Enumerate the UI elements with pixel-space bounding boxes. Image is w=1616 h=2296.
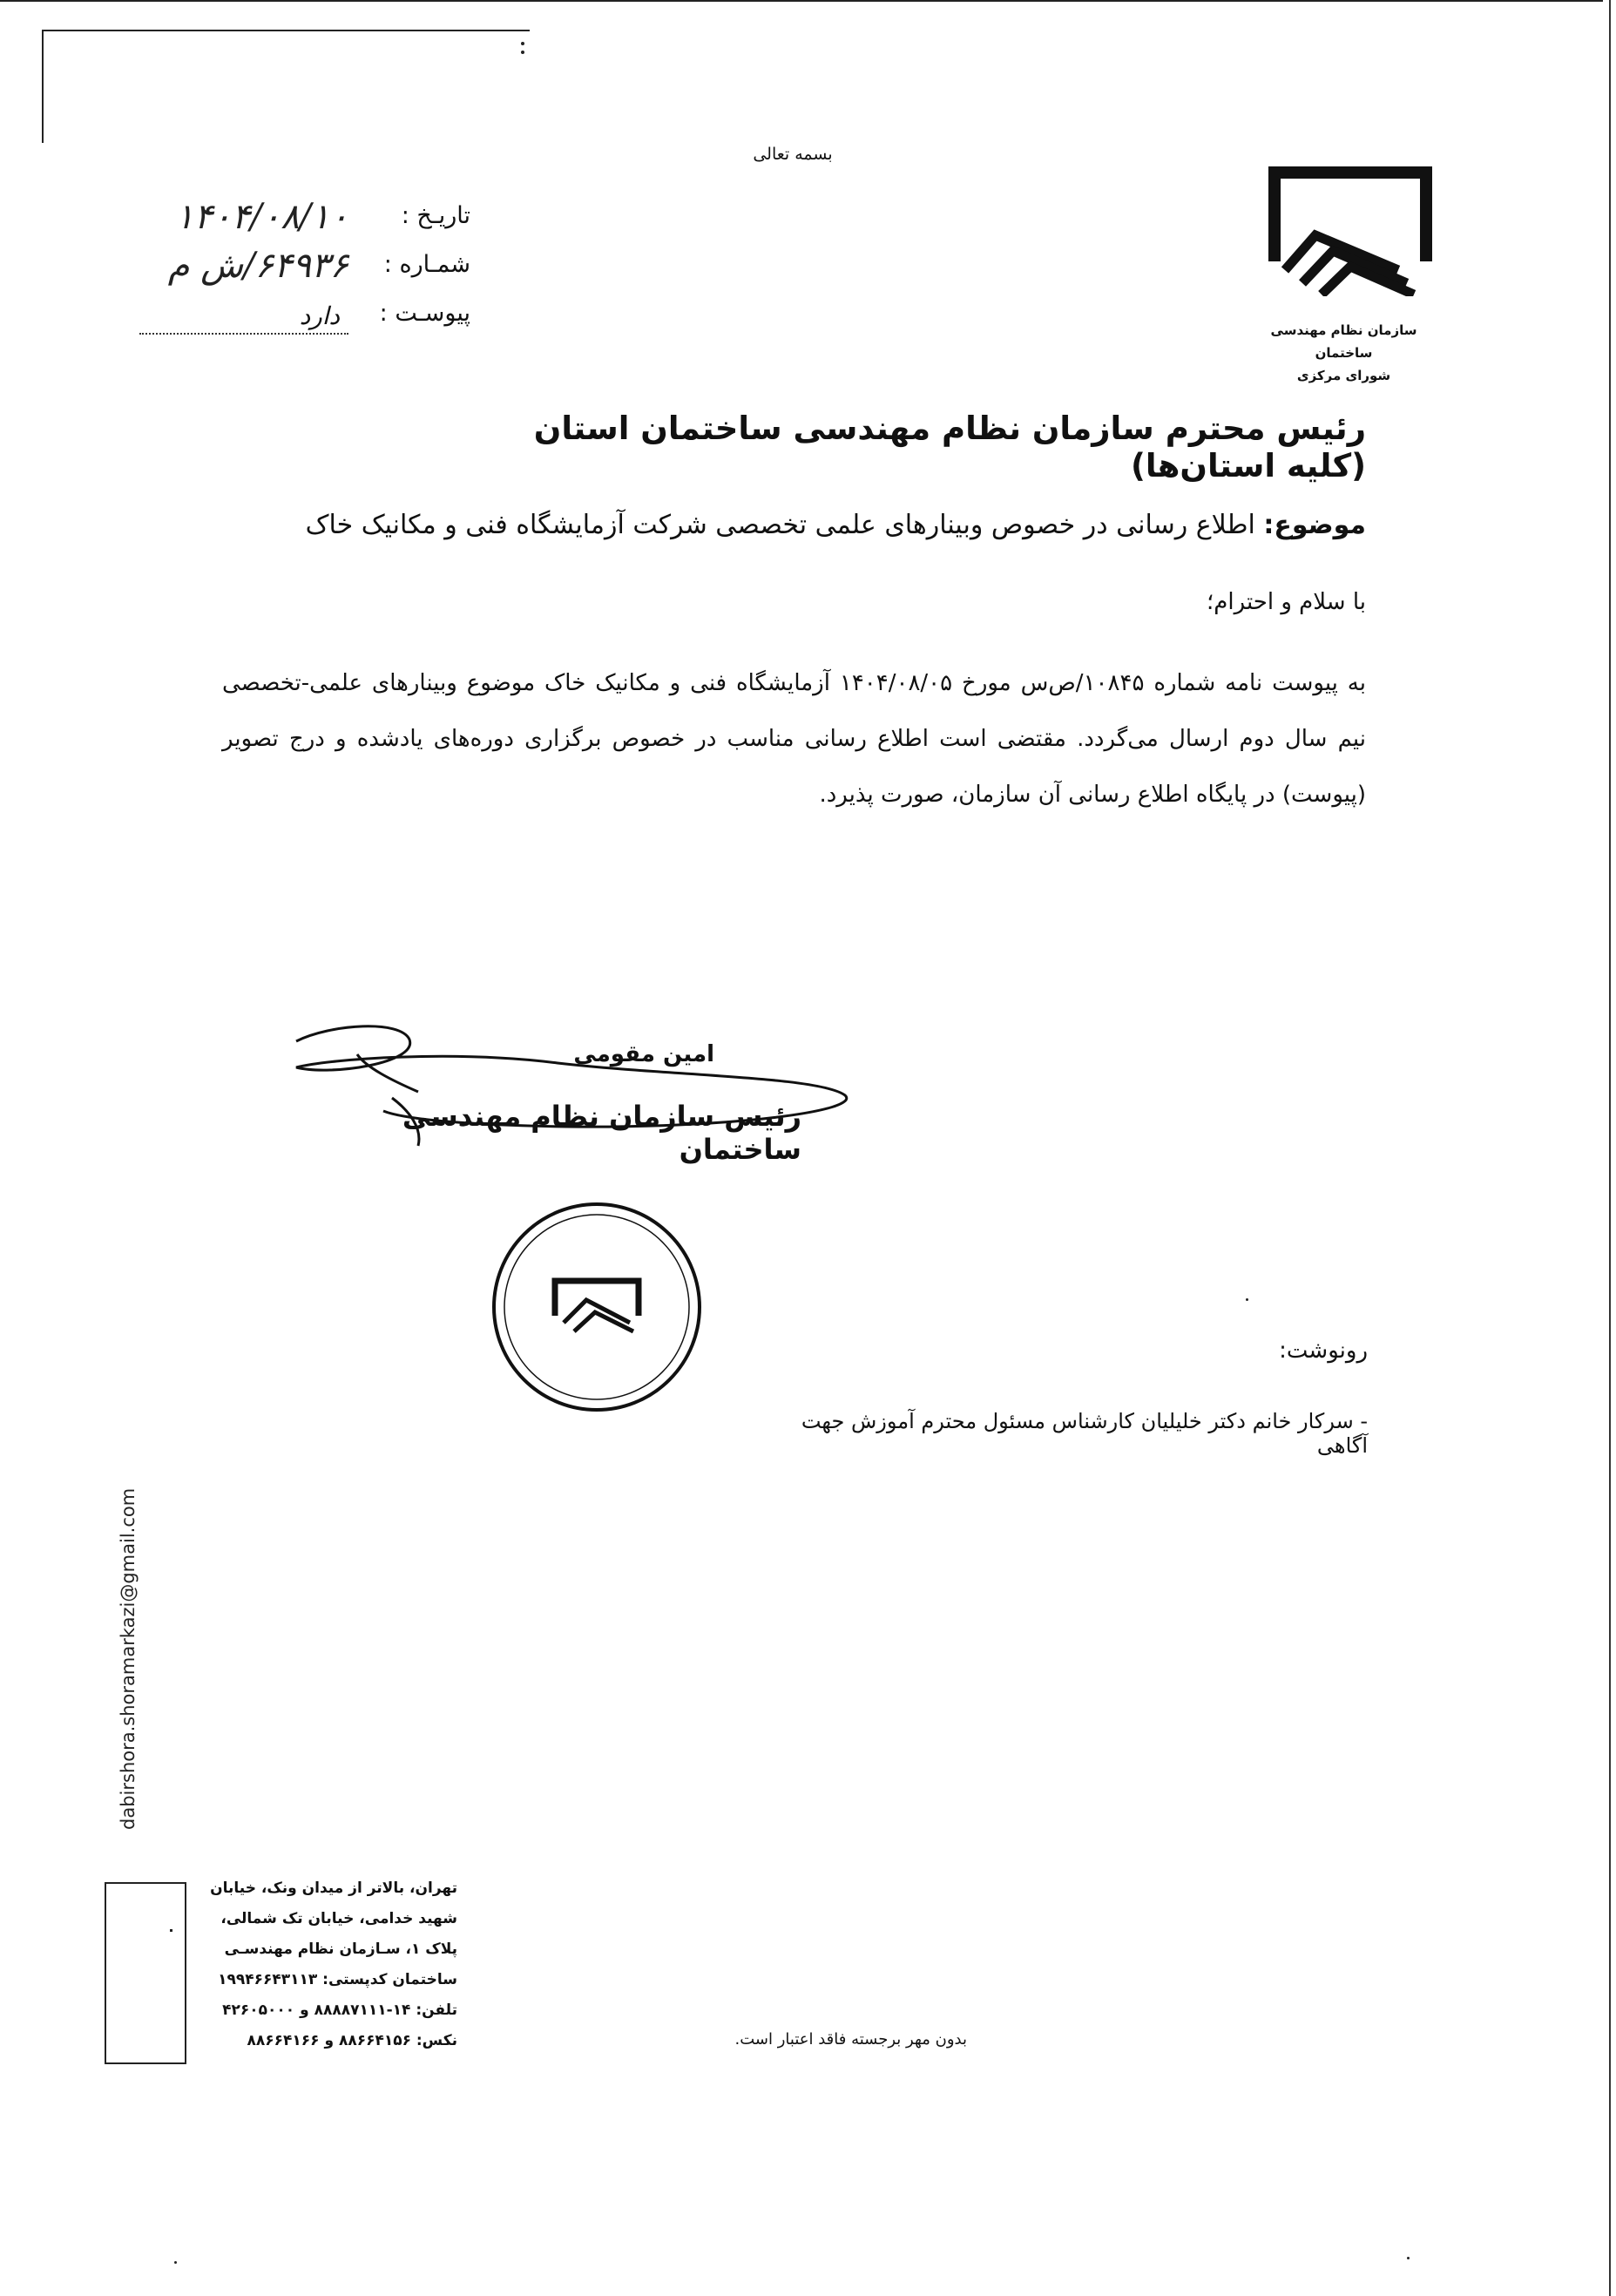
recipient-line: رئیس محترم سازمان نظام مهندسی ساختمان استان (کلیه استان‌ها) <box>533 410 1366 484</box>
date-label: تاریـخ : <box>401 202 470 229</box>
frame-top-line <box>0 0 1603 2</box>
number-row <box>87 246 470 298</box>
address-line: تهران، بالاتر از میدان ونک، خیابان <box>210 1879 457 1897</box>
attachment-value: دارد <box>299 301 340 330</box>
attachment-label: پیوسـت : <box>379 300 470 327</box>
logo-caption-line1: سازمان نظام مهندسی ساختمان <box>1270 322 1417 361</box>
address-line: شهید خدامی، خیابان تک شمالی، <box>220 1910 457 1927</box>
scan-speck <box>521 51 524 54</box>
signer-name: امین مقومی <box>573 1041 714 1067</box>
frame-left-line <box>42 30 44 143</box>
number-value: ۶۴۹۳۶/ش م <box>167 246 348 286</box>
cc-item: - سرکار خانم دکتر خلیلیان کارشناس مسئول محترم آموزش جهت آگاهی <box>801 1409 1368 1458</box>
email-vertical-text: dabirshora.shoramarkazi@gmail.com <box>118 1487 139 1830</box>
signer-title: رئیس سازمان نظام مهندسی ساختمان <box>402 1100 801 1166</box>
subject-label: موضوع: <box>1263 510 1366 540</box>
date-row <box>87 197 470 249</box>
scan-speck <box>1407 2257 1410 2259</box>
validity-note: بدون مهر برجسته فاقد اعتبار است. <box>734 2030 967 2049</box>
scan-speck <box>521 42 524 45</box>
frame-right-line <box>1609 0 1611 2296</box>
attachment-dotted-line <box>139 333 348 335</box>
logo-caption-line2: شورای مرکزی <box>1296 368 1391 383</box>
address-line: نکس: ۸۸۶۶۴۱۵۶ و ۸۸۶۶۴۱۶۶ <box>247 2032 457 2049</box>
address-line: تلفن: ۱۴-۸۸۸۸۷۱۱۱ و ۴۲۶۰۵۰۰۰ <box>222 2001 457 2019</box>
address-line: پلاک ۱، سـازمان نظام مهندسـی <box>224 1940 457 1958</box>
subject-line <box>261 510 1366 540</box>
organization-logo-icon <box>1268 166 1433 296</box>
address-box-mark <box>170 1929 172 1932</box>
attachment-row <box>87 300 470 347</box>
cc-label: رونوشت: <box>1279 1338 1368 1364</box>
footer-address <box>196 1873 457 2056</box>
number-label: شمـاره : <box>383 251 470 278</box>
letter-body: به پیوست نامه شماره ۱۰۸۴۵/ص‌س مورخ ۱۴۰۴/۰۸/۰۵ آزمایشگاه فنی و مکانیک خاک موضوع وبینارهای علمی-تخصصی نیم سال دوم ارسال می‌گردد. مقتضی است اطلاع رسانی مناسب در خصوص برگزاری دوره‌های یادشده و درج تصویر (پیوست) در پایگاه اطلاع رسانی آن سازمان، صورت پذیرد. <box>222 670 1366 808</box>
subject-text: اطلاع رسانی در خصوص وبینارهای علمی تخصصی شرکت آزمایشگاه فنی و مکانیک خاک <box>305 510 1255 540</box>
official-seal-icon <box>483 1194 710 1420</box>
address-box <box>105 1882 186 2064</box>
address-line: ساختمان کدپستی: ۱۹۹۴۶۶۴۳۱۱۳ <box>218 1971 457 1988</box>
scan-speck <box>1246 1298 1248 1301</box>
bismillah-text: بسمه تعالی <box>753 145 833 164</box>
scan-speck <box>174 2261 177 2264</box>
frame-top-inner-line <box>42 30 530 31</box>
logo-caption <box>1250 319 1437 387</box>
date-value: ۱۴۰۴/۰۸/۱۰ <box>175 197 348 237</box>
greeting-text: با سلام و احترام؛ <box>1207 589 1366 615</box>
